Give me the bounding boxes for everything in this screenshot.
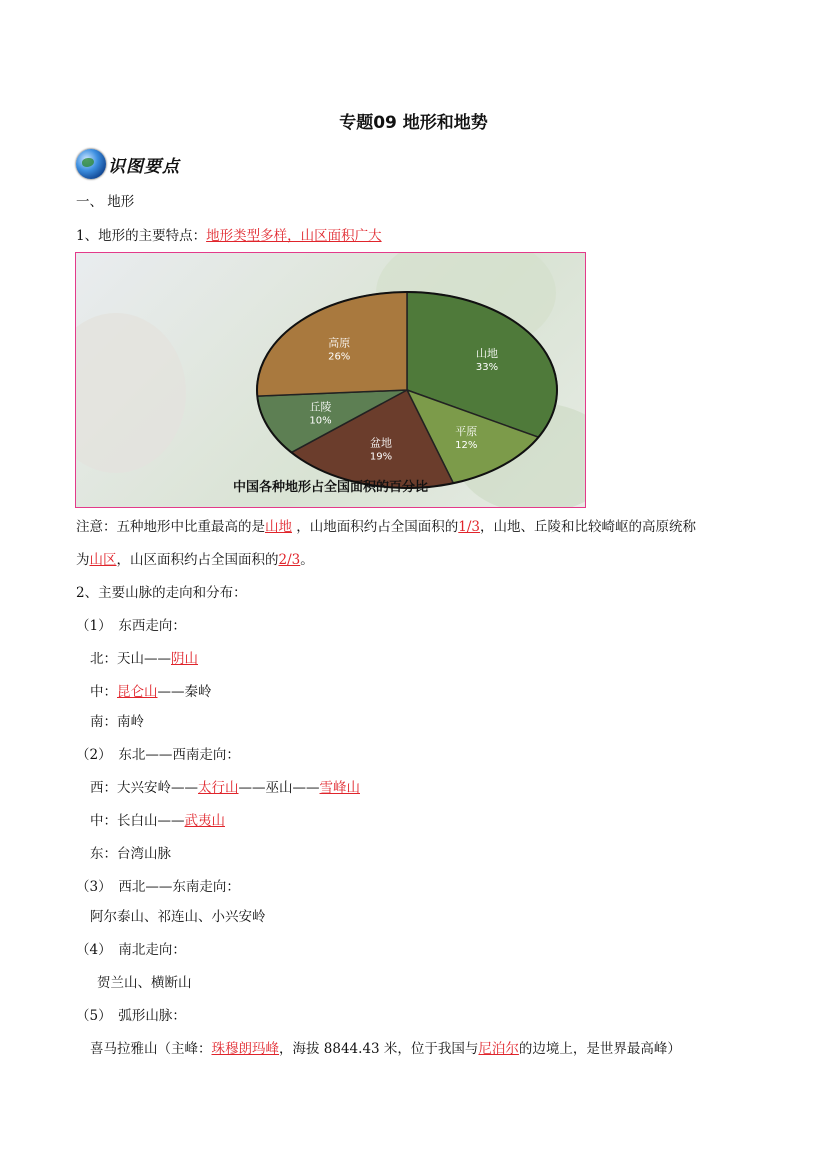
range-text: 中：长白山—— — [90, 813, 185, 829]
pie-value-3: 10% — [309, 415, 332, 427]
note-text: ，山地面积约占全国面积的 — [292, 519, 459, 535]
group-5-title: （5） 弧形山脉： — [76, 1008, 186, 1024]
range-text: 北：天山—— — [90, 651, 171, 667]
group-2-east: 东：台湾山脉 — [90, 846, 171, 862]
pie-value-2: 19% — [369, 451, 393, 463]
note-highlight-mountain: 山地 — [265, 519, 292, 535]
note-text: ，山地、丘陵和比较崎岖的高原统称 — [480, 519, 697, 535]
terrain-pie-figure — [75, 252, 586, 508]
pie-value-1: 12% — [455, 439, 478, 451]
heading-terrain: 一、 地形 — [76, 194, 135, 210]
pie-label-2: 盆地 — [370, 436, 393, 450]
range-text: 西：大兴安岭—— — [90, 780, 198, 796]
globe-icon — [76, 149, 106, 179]
range-highlight: 雪峰山 — [319, 780, 360, 796]
group-3-title: （3） 西北——东南走向： — [76, 879, 240, 895]
group-4-title: （4） 南北走向： — [76, 942, 186, 958]
pie-label-1: 平原 — [455, 424, 478, 438]
range-text: ，海拔 8844.43 米，位于我国与 — [279, 1041, 479, 1057]
range-highlight: 珠穆朗玛峰 — [211, 1041, 279, 1057]
pie-label-3: 丘陵 — [309, 400, 332, 414]
section-header — [76, 148, 180, 180]
range-highlight: 昆仑山 — [117, 684, 158, 700]
note-highlight-fraction: 2/3 — [278, 552, 301, 568]
pie-label-4: 高原 — [328, 336, 351, 350]
pie-chart — [76, 253, 586, 508]
group-1-title: （1） 东西走向： — [76, 618, 186, 634]
group-1-south: 南：南岭 — [90, 714, 144, 730]
pie-value-4: 26% — [328, 351, 351, 363]
group-2-middle — [90, 811, 225, 831]
point-1-highlight: 地形类型多样，山区面积广大 — [206, 228, 382, 244]
note-line-2 — [76, 550, 314, 570]
note-text: 。 — [300, 552, 314, 568]
pie-label-0: 山地 — [476, 347, 499, 361]
group-4-items: 贺兰山、横断山 — [97, 975, 192, 991]
point-1-prefix: 1、地形的主要特点： — [76, 228, 207, 244]
range-text: ——巫山—— — [238, 780, 320, 796]
range-highlight: 武夷山 — [184, 813, 225, 829]
point-1 — [76, 226, 382, 246]
pie-value-0: 33% — [475, 362, 499, 374]
group-2-title: （2） 东北——西南走向： — [76, 747, 240, 763]
note-line-1 — [76, 517, 696, 537]
range-text: 中： — [90, 684, 117, 700]
group-5-detail — [90, 1039, 681, 1059]
note-highlight-fraction: 1/3 — [458, 519, 481, 535]
section-header-label: 识图要点 — [108, 156, 180, 177]
chart-caption: 中国各种地形占全国面积的百分比 — [232, 480, 428, 495]
group-1-middle — [90, 682, 212, 702]
range-text: 喜马拉雅山（主峰： — [90, 1041, 212, 1057]
note-highlight-mountain-area: 山区 — [89, 552, 117, 568]
page-title: 专题09 地形和地势 — [339, 113, 488, 133]
group-1-north — [90, 649, 198, 669]
note-text: 为 — [76, 552, 90, 568]
range-highlight: 阴山 — [171, 651, 198, 667]
note-text: 注意：五种地形中比重最高的是 — [76, 519, 265, 535]
group-3-items: 阿尔泰山、祁连山、小兴安岭 — [90, 909, 266, 925]
group-2-west — [90, 778, 360, 798]
range-highlight: 尼泊尔 — [478, 1041, 519, 1057]
range-text: ——秦岭 — [157, 684, 212, 700]
range-text: 的边境上，是世界最高峰） — [518, 1041, 681, 1057]
note-text: ，山区面积约占全国面积的 — [116, 552, 279, 568]
point-2: 2、主要山脉的走向和分布： — [76, 585, 247, 601]
range-highlight: 太行山 — [198, 780, 239, 796]
